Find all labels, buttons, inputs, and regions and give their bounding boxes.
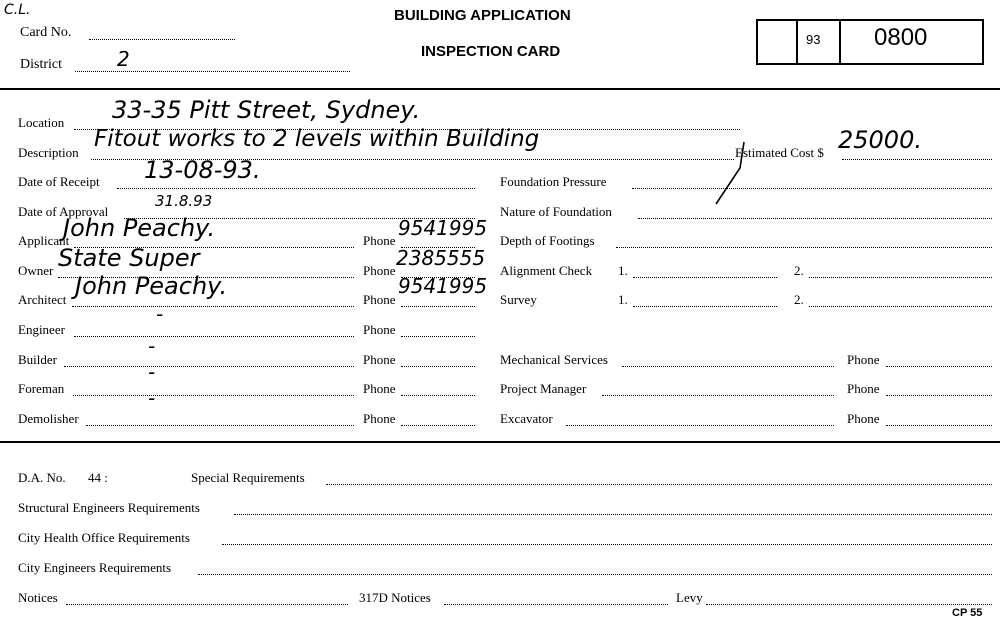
location-label: Location	[18, 115, 65, 130]
card-number: 0800	[874, 24, 928, 51]
city-health-label: City Health Office Requirements	[18, 530, 190, 545]
demolisher-phone-label: Phone	[363, 411, 396, 426]
engineer-field[interactable]	[74, 336, 354, 337]
foreman-label: Foreman	[18, 381, 65, 396]
structural-engineers-field[interactable]	[234, 514, 992, 515]
top-divider	[0, 88, 1000, 90]
district-label: District	[20, 57, 62, 72]
survey-num2: 2.	[794, 292, 804, 307]
location-value: 33-35 Pitt Street, Sydney.	[112, 96, 421, 124]
foreman-phone-field[interactable]	[401, 395, 475, 396]
estimated-cost-label: Estimated Cost $	[735, 145, 824, 160]
excavator-field[interactable]	[566, 425, 834, 426]
owner-value: State Super	[58, 244, 200, 272]
district-field[interactable]	[75, 71, 350, 72]
demolisher-phone-field[interactable]	[401, 425, 475, 426]
applicant-label: Applicant	[18, 233, 70, 248]
317d-notices-label: 317D Notices	[359, 590, 431, 605]
engineer-label: Engineer	[18, 322, 65, 337]
builder-label: Builder	[18, 352, 57, 367]
foundation-pressure-field[interactable]	[632, 188, 992, 189]
date-of-approval-label: Date of Approval	[18, 204, 109, 219]
initials-handwritten: C.L.	[4, 2, 31, 18]
alignment-check-field-1[interactable]	[633, 277, 777, 278]
project-manager-label: Project Manager	[500, 381, 587, 396]
architect-phone-value: 9541995	[398, 274, 488, 298]
mechanical-services-field[interactable]	[622, 366, 834, 367]
date-of-receipt-field[interactable]	[117, 188, 475, 189]
architect-value: John Peachy.	[75, 272, 228, 300]
mechanical-services-phone-field[interactable]	[886, 366, 992, 367]
structural-engineers-label: Structural Engineers Requirements	[18, 500, 200, 515]
card-no-field[interactable]	[89, 39, 235, 40]
form-title-line1: BUILDING APPLICATION	[394, 7, 571, 24]
owner-label: Owner	[18, 263, 54, 278]
date-of-receipt-value: 13-08-93.	[144, 156, 261, 184]
da-no-label: D.A. No.	[18, 470, 66, 485]
project-manager-field[interactable]	[602, 395, 834, 396]
handwritten-slash-mark	[710, 140, 750, 210]
description-value: Fitout works to 2 levels within Building	[94, 126, 540, 152]
special-requirements-field[interactable]	[326, 484, 992, 485]
applicant-phone-value: 9541995	[398, 216, 488, 240]
alignment-check-label: Alignment Check	[500, 263, 593, 278]
project-manager-phone-field[interactable]	[886, 395, 992, 396]
architect-phone-label: Phone	[363, 292, 396, 307]
levy-field[interactable]	[706, 604, 992, 605]
demolisher-label: Demolisher	[18, 411, 79, 426]
excavator-phone-label: Phone	[847, 411, 880, 426]
city-engineers-label: City Engineers Requirements	[18, 560, 172, 575]
builder-phone-field[interactable]	[401, 366, 475, 367]
da-no-value: 44 :	[88, 470, 108, 485]
engineer-phone-label: Phone	[363, 322, 396, 337]
engineer-phone-field[interactable]	[401, 336, 475, 337]
applicant-value: John Peachy.	[63, 214, 216, 242]
special-requirements-label: Special Requirements	[191, 470, 305, 485]
nature-of-foundation-field[interactable]	[638, 218, 992, 219]
survey-field-2[interactable]	[809, 306, 992, 307]
card-no-label: Card No.	[20, 25, 72, 40]
builder-field[interactable]	[64, 366, 354, 367]
engineer-dash: -	[156, 302, 164, 326]
project-manager-phone-label: Phone	[847, 381, 880, 396]
district-value: 2	[117, 47, 130, 71]
form-title-line2: INSPECTION CARD	[421, 43, 561, 60]
owner-phone-label: Phone	[363, 263, 396, 278]
alignment-check-field-2[interactable]	[809, 277, 992, 278]
estimated-cost-field[interactable]	[842, 159, 992, 160]
depth-of-footings-field[interactable]	[616, 247, 992, 248]
survey-num1: 1.	[618, 292, 628, 307]
date-of-approval-value: 31.8.93	[155, 192, 213, 210]
mechanical-services-phone-label: Phone	[847, 352, 880, 367]
city-health-field[interactable]	[222, 544, 992, 545]
notices-label: Notices	[18, 590, 58, 605]
description-label: Description	[18, 145, 79, 160]
notices-field[interactable]	[66, 604, 348, 605]
levy-label: Levy	[676, 590, 703, 605]
city-engineers-field[interactable]	[198, 574, 992, 575]
card-year: 93	[806, 32, 821, 47]
alignment-check-num1: 1.	[618, 263, 628, 278]
survey-field-1[interactable]	[633, 306, 777, 307]
architect-phone-field[interactable]	[401, 306, 475, 307]
317d-notices-field[interactable]	[444, 604, 668, 605]
estimated-cost-value: 25000.	[838, 126, 922, 154]
date-of-receipt-label: Date of Receipt	[18, 174, 100, 189]
depth-of-footings-label: Depth of Footings	[500, 233, 595, 248]
excavator-label: Excavator	[500, 411, 553, 426]
owner-phone-value: 2385555	[396, 246, 486, 270]
excavator-phone-field[interactable]	[886, 425, 992, 426]
mechanical-services-label: Mechanical Services	[500, 352, 608, 367]
foreman-dash: -	[148, 360, 156, 384]
alignment-check-num2: 2.	[794, 263, 804, 278]
foreman-phone-label: Phone	[363, 381, 396, 396]
card-number-box	[756, 19, 984, 65]
applicant-phone-label: Phone	[363, 233, 396, 248]
nature-of-foundation-label: Nature of Foundation	[500, 204, 612, 219]
form-code: CP 55	[952, 607, 983, 619]
demolisher-field[interactable]	[86, 425, 354, 426]
middle-divider	[0, 441, 1000, 443]
foundation-pressure-label: Foundation Pressure	[500, 174, 607, 189]
foreman-field[interactable]	[73, 395, 354, 396]
survey-label: Survey	[500, 292, 537, 307]
builder-phone-label: Phone	[363, 352, 396, 367]
builder-dash: -	[148, 334, 156, 358]
architect-label: Architect	[18, 292, 67, 307]
demolisher-dash: -	[148, 386, 156, 410]
architect-field[interactable]	[72, 306, 354, 307]
